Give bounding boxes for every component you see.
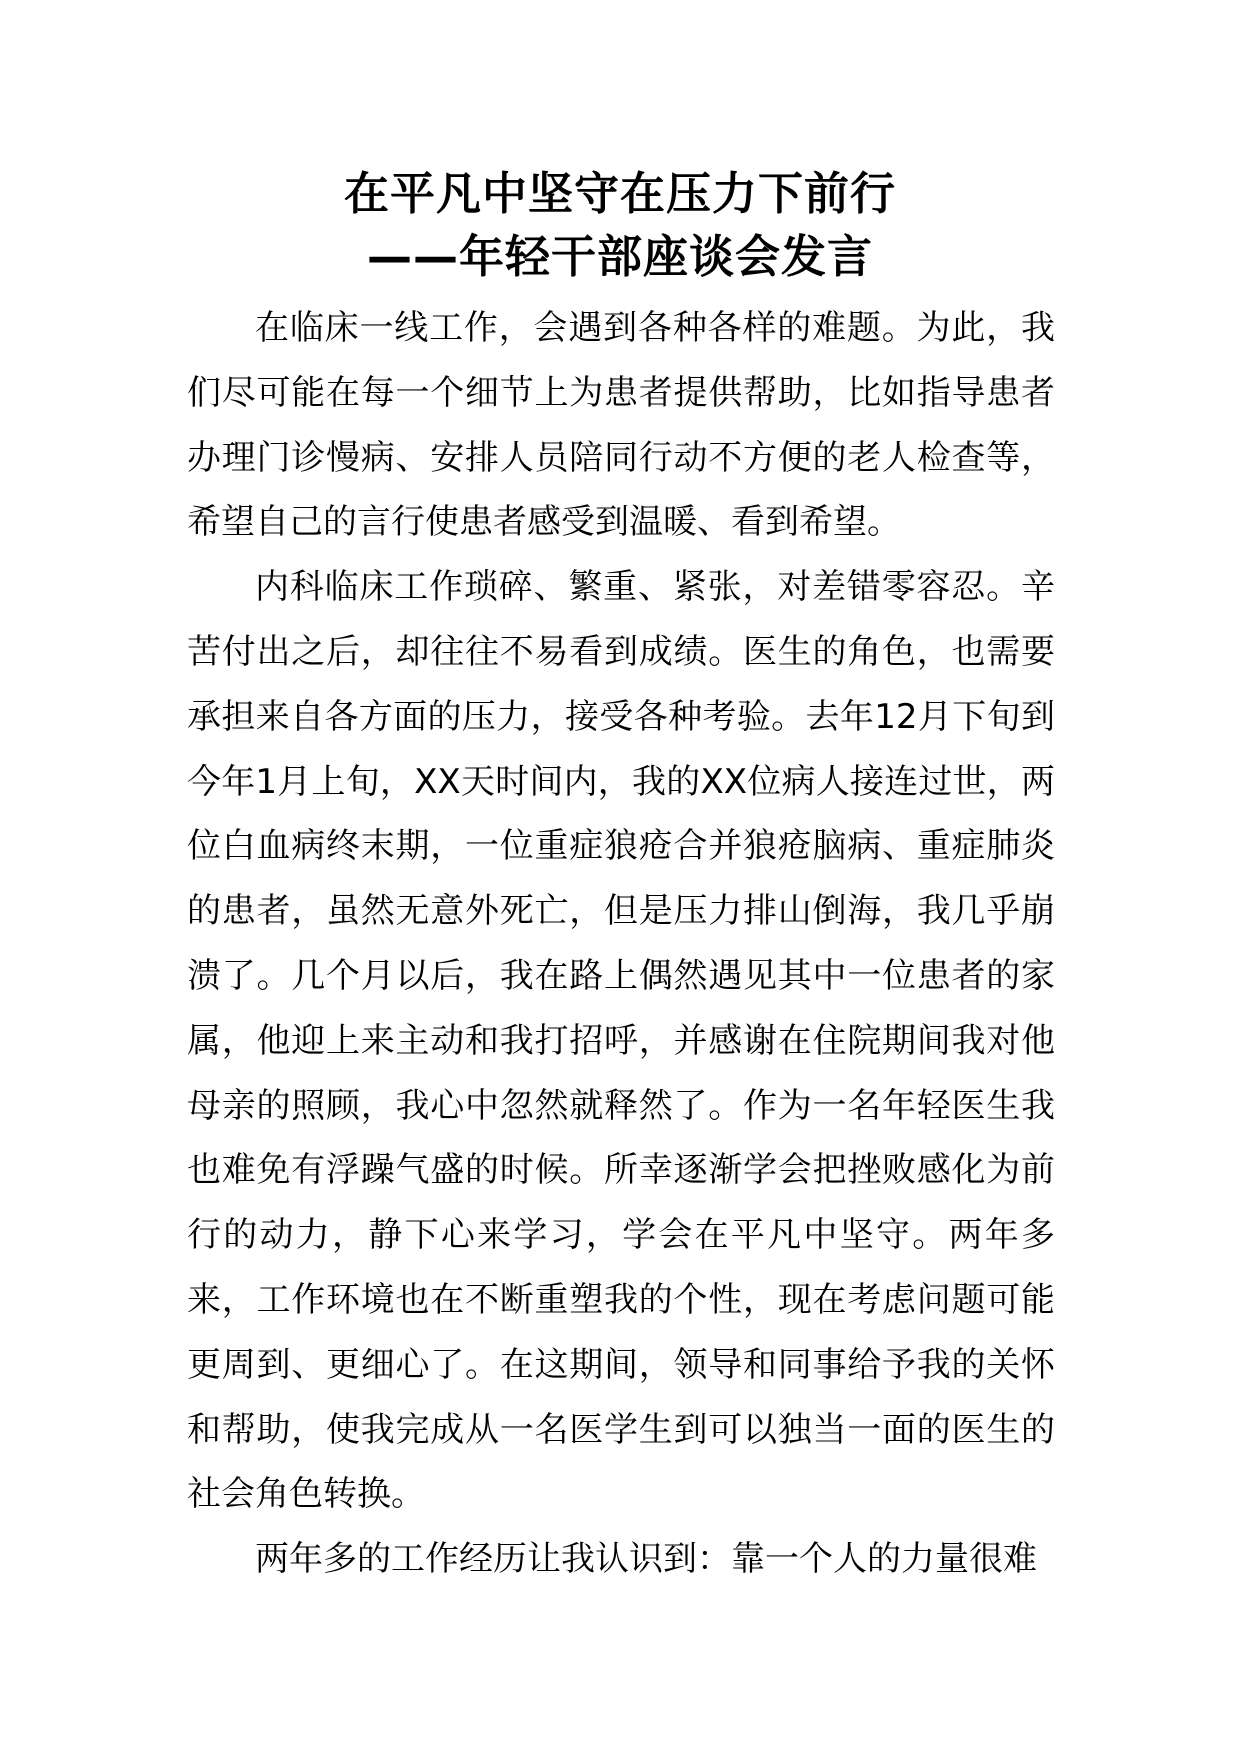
title-block xyxy=(0,162,1240,288)
document-title: 在平凡中坚守在压力下前行 xyxy=(343,167,896,220)
paragraph: 在临床一线工作，会遇到各种各样的难题。为此，我们尽可能在每一个细节上为患者提供帮助，比如指导患者办理门诊慢病、安排人员陪同行动不方便的老人检查等，希望自己的言行使患者感受到温暖、看到希望。 xyxy=(187,308,1055,543)
document-subtitle: ——年轻干部座谈会发言 xyxy=(366,230,873,283)
document-body xyxy=(187,296,1055,1592)
paragraph: 内科临床工作琐碎、繁重、紧张，对差错零容忍。辛苦付出之后，却往往不易看到成绩。医生的角色，也需要承担来自各方面的压力，接受各种考验。去年12月下旬到今年1月上旬，XX天时间内，我的XX位病人接连过世，两位白血病终末期，一位重症狼疮合并狼疮脑病、重症肺炎的患者，虽然无意外死亡，但是压力排山倒海，我几乎崩溃了。几个月以后，我在路上偶然遇见其中一位患者的家属，他迎上来主动和我打招呼，并感谢在住院期间我对他母亲的照顾，我心中忽然就释然了。作为一名年轻医生我也难免有浮躁气盛的时候。所幸逐渐学会把挫败感化为前行的动力，静下心来学习，学会在平凡中坚守。两年多来，工作环境也在不断重塑我的个性，现在考虑问题可能更周到、更细心了。在这期间，领导和同事给予我的关怀和帮助，使我完成从一名医学生到可以独当一面的医生的社会角色转换。 xyxy=(187,567,1055,1515)
paragraph: 两年多的工作经历让我认识到：靠一个人的力量很难 xyxy=(255,1539,1037,1580)
